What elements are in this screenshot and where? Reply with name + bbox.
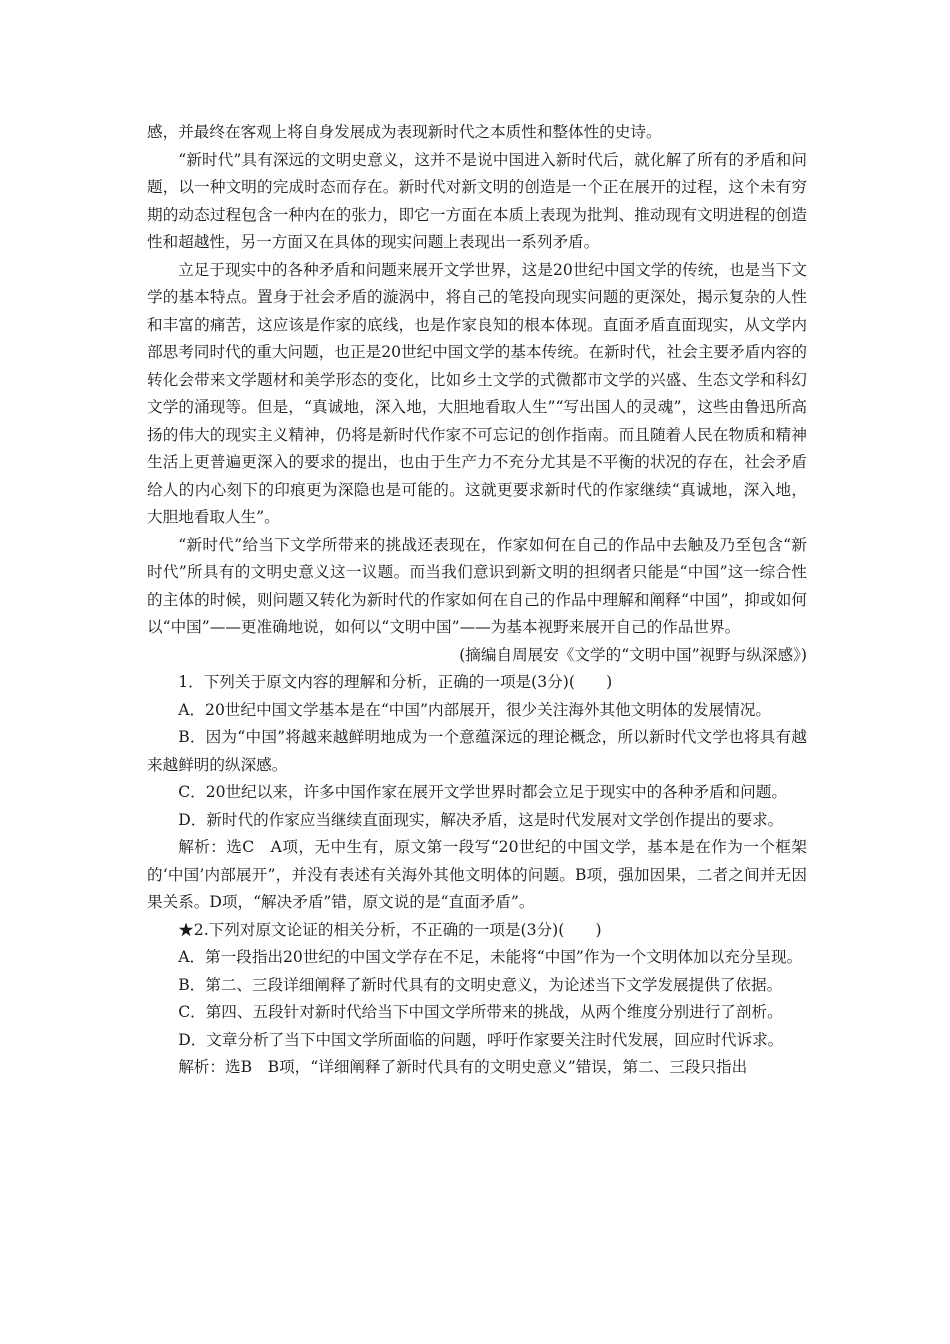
question-2-option-c: C．第四、五段针对新时代给当下中国文学所带来的挑战，从两个维度分别进行了剖析。 (178, 1003, 783, 1021)
question-1-stem: 1．下列关于原文内容的理解和分析，正确的一项是(3分)( ) (178, 673, 613, 691)
question-2-option-d: D．文章分析了当下中国文学所面临的问题，呼吁作家要关注时代发展，回应时代诉求。 (178, 1030, 784, 1049)
passage-paragraph-1: “新时代”具有深远的文明史意义，这并不是说中国进入新时代后，就化解了所有的矛盾和问题，以一种文明的完成时态而存在。新时代对新文明的创造是一个正在展开的过程，这个未有穷期的动态过程包含一种内在的张力，即它一方面在本质上表现为批判、推动现有文明进程的创造性和超越性，另一方面又在具体的现实问题上表现出一系列矛盾。 (147, 150, 807, 251)
question-1-option-b: B．因为“中国”将越来越鲜明地成为一个意蕴深远的理论概念，所以新时代文学也将具有越来越鲜明的纵深感。 (147, 728, 807, 774)
document-body (147, 119, 807, 1082)
question-1-option-d: D．新时代的作家应当继续直面现实，解决矛盾，这是时代发展对文学创作提出的要求。 (178, 810, 784, 829)
question-1-analysis: 解析：选C A项，无中生有，原文第一段写“20世纪的中国文学，基本是在作为一个框架的‘中国’内部展开”，并没有表述有关海外其他文明体的问题。B项，强加因果，二者之间并无因果关系。D项，“解决矛盾”错，原文说的是“直面矛盾”。 (147, 838, 807, 911)
question-1-option-c: C．20世纪以来，许多中国作家在展开文学世界时都会立足于现实中的各种矛盾和问题。 (178, 783, 787, 801)
question-2-stem: ★2.下列对原文论证的相关分析，不正确的一项是(3分)( ) (178, 920, 602, 939)
question-2-option-a: A．第一段指出20世纪的中国文学存在不足，未能将“中国”作为一个文明体加以充分呈现。 (178, 948, 803, 966)
passage-paragraph-3: “新时代”给当下文学所带来的挑战还表现在，作家如何在自己的作品中去触及乃至包含“新时代”所具有的文明史意义这一议题。而当我们意识到新文明的担纲者只能是“中国”这一综合性的主体的时候，则问题又转化为新时代的作家如何在自己的作品中理解和阐释“中国”，抑或如何以“中国”——更准确地说，如何以“文明中国”——为基本视野来展开自己的作品世界。 (147, 535, 807, 636)
passage-paragraph-2: 立足于现实中的各种矛盾和问题来展开文学世界，这是20世纪中国文学的传统，也是当下文学的基本特点。置身于社会矛盾的漩涡中，将自己的笔投向现实问题的更深处，揭示复杂的人性和丰富的痛苦，这应该是作家的底线，也是作家良知的根本体现。直面矛盾直面现实，从文学内部思考同时代的重大问题，也正是20世纪中国文学的基本传统。在新时代，社会主要矛盾内容的转化会带来文学题材和美学形态的变化，比如乡土文学的式微都市文学的兴盛、生态文学和科幻文学的涌现等。但是，“真诚地，深入地，大胆地看取人生”“写出国人的灵魂”，这些由鲁迅所高扬的伟大的现实主义精神，仍将是新时代作家不可忘记的创作指南。而且随着人民在物质和精神生活上更普遍更深入的要求的提出，也由于生产力不充分尤其是不平衡的状况的存在，社会矛盾给人的内心刻下的印痕更为深隐也是可能的。这就更要求新时代的作家继续“真诚地，深入地，大胆地看取人生”。 (147, 260, 807, 526)
question-2-analysis: 解析：选B B项，“详细阐释了新时代具有的文明史意义”错误，第二、三段只指出 (178, 1058, 748, 1076)
question-1-option-a: A．20世纪中国文学基本是在“中国”内部展开，很少关注海外其他文明体的发展情况。 (178, 700, 772, 719)
passage-paragraph-0: 感，并最终在客观上将自身发展成为表现新时代之本质性和整体性的史诗。 (147, 123, 662, 141)
passage-source: (摘编自周展安《文学的“文明中国”视野与纵深感》) (459, 645, 807, 664)
question-2-option-b: B．第二、三段详细阐释了新时代具有的文明史意义，为论述当下文学发展提供了依据。 (178, 975, 783, 994)
